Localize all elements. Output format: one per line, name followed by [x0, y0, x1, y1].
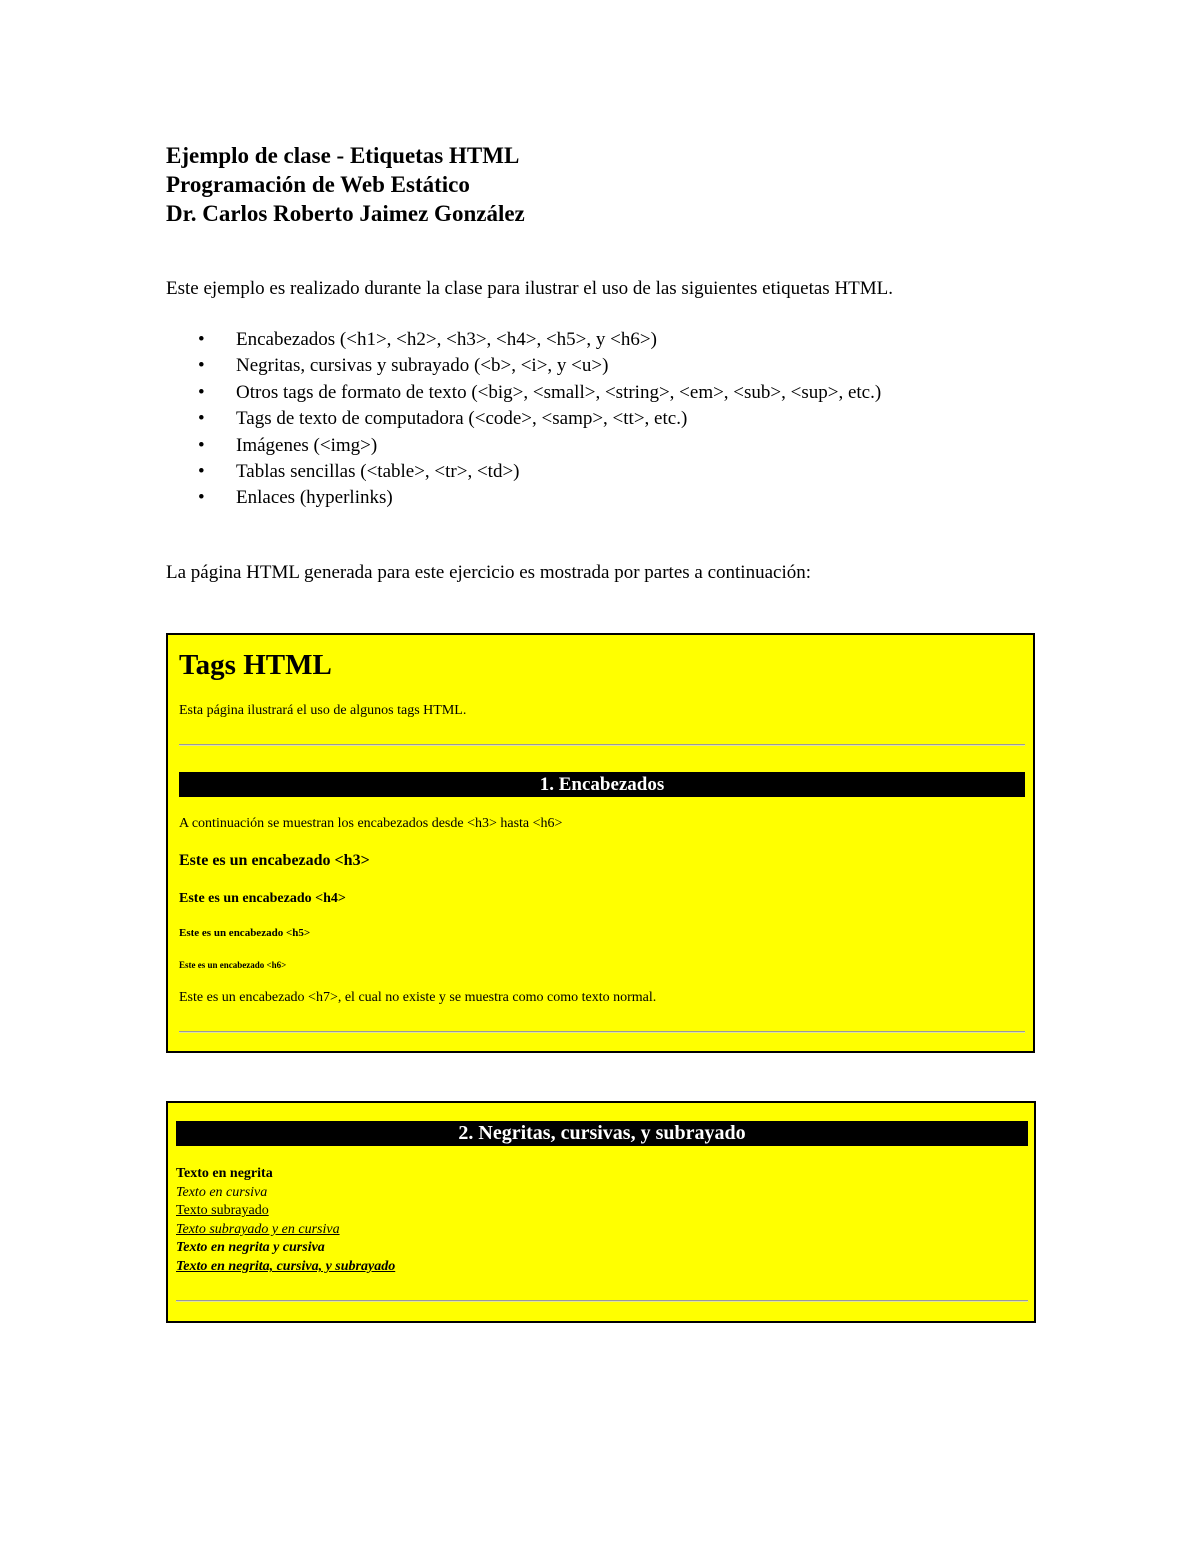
list-item: • Tablas sencillas (<table>, <tr>, <td>)	[198, 459, 881, 485]
bold-italic-text: Texto en negrita y cursiva	[176, 1240, 325, 1255]
section-intro: A continuación se muestran los encabezados desde <h3> hasta <h6>	[179, 816, 563, 831]
section-title-bar: 1. Encabezados	[179, 772, 1025, 797]
heading-h4-sample: Este es un encabezado <h4>	[179, 891, 346, 906]
intro-paragraph: Este ejemplo es realizado durante la clase para ilustrar el uso de las siguientes etiquetas HTML.	[166, 278, 894, 299]
topics-list	[198, 327, 881, 512]
section-title-bar: 2. Negritas, cursivas, y subrayado	[176, 1121, 1028, 1146]
list-item: • Otros tags de formato de texto (<big>, <small>, <string>, <em>, <sub>, <sup>, etc.)	[198, 380, 881, 406]
header-author: Dr. Carlos Roberto Jaimez González	[166, 201, 525, 226]
underline-text: Texto subrayado	[176, 1203, 269, 1218]
header-course: Programación de Web Estático	[166, 172, 470, 197]
bold-italic-underline-text: Texto en negrita, cursiva, y subrayado	[176, 1259, 396, 1274]
list-item: • Enlaces (hyperlinks)	[198, 485, 881, 511]
page-description: Esta página ilustrará el uso de algunos tags HTML.	[179, 703, 467, 718]
bold-text: Texto en negrita	[176, 1166, 273, 1181]
page-title: Tags HTML	[179, 649, 332, 681]
italic-text: Texto en cursiva	[176, 1185, 268, 1200]
heading-h5-sample: Este es un encabezado <h5>	[179, 927, 311, 939]
heading-h6-sample: Este es un encabezado <h6>	[179, 960, 287, 970]
header-title: Ejemplo de clase - Etiquetas HTML	[166, 143, 520, 168]
horizontal-rule	[179, 1031, 1025, 1033]
list-item: • Tags de texto de computadora (<code>, <samp>, <tt>, etc.)	[198, 406, 881, 432]
heading-h7-sample: Este es un encabezado <h7>, el cual no existe y se muestra como como texto normal.	[179, 990, 657, 1005]
list-item: • Encabezados (<h1>, <h2>, <h3>, <h4>, <h5>, y <h6>)	[198, 327, 881, 353]
formatting-screenshot	[166, 1101, 1036, 1323]
list-item: • Negritas, cursivas y subrayado (<b>, <i>, y <u>)	[198, 353, 881, 379]
horizontal-rule	[176, 1300, 1028, 1302]
underline-italic-text: Texto subrayado y en cursiva	[176, 1222, 340, 1237]
headings-screenshot	[166, 633, 1035, 1053]
outro-paragraph: La página HTML generada para este ejercicio es mostrada por partes a continuación:	[166, 562, 812, 583]
list-item: • Imágenes (<img>)	[198, 433, 881, 459]
heading-h3-sample: Este es un encabezado <h3>	[179, 852, 370, 869]
document-header	[166, 141, 525, 228]
horizontal-rule	[179, 744, 1025, 746]
